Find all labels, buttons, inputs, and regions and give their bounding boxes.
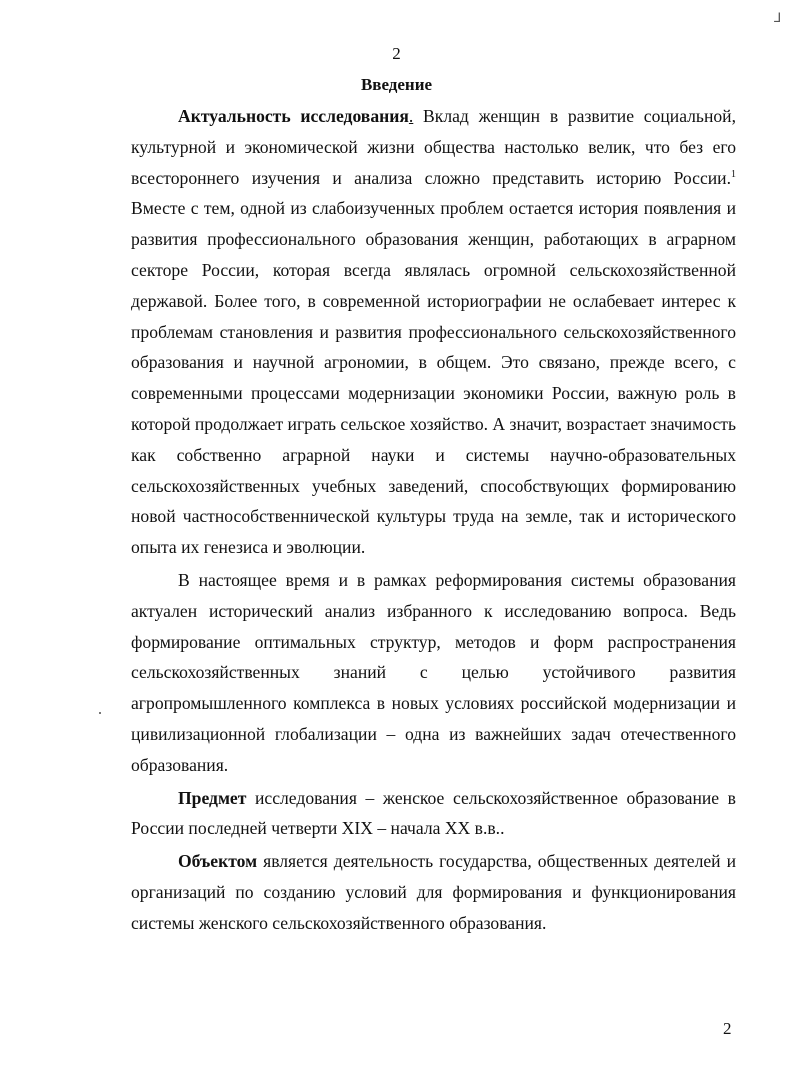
margin-mark: ⅃ xyxy=(774,10,782,25)
subject-text: исследования – женское сельскохозяйственное образование в России последней четверти XIX – начала XX в.в.. xyxy=(131,787,736,839)
subject-label: Предмет xyxy=(178,787,247,808)
object-text: является деятельность государства, общественных деятелей и организаций по созданию условий для формирования и функционирования системы женского сельскохозяйственного образования. xyxy=(131,851,736,933)
relevance-text: Вклад женщин в развитие социальной, культурной и экономической жизни общества настолько велик, что без его всестороннего изучения и анализа сложно представить историю России. xyxy=(131,106,736,188)
relevance-label: Актуальность исследования xyxy=(178,106,409,126)
paragraph-relevance xyxy=(131,101,736,563)
section-heading: Введение xyxy=(360,75,433,94)
paragraph-subject xyxy=(131,783,736,845)
page-number-top: 2 xyxy=(392,44,401,63)
object-label: Объектом xyxy=(178,851,258,872)
scan-speck xyxy=(99,712,101,714)
page-number-bottom: 2 xyxy=(723,1019,732,1038)
relevance-label-punct: . xyxy=(408,106,414,126)
footnote-ref: 1 xyxy=(731,168,736,180)
relevance-text-continued: Вместе с тем, одной из слабоизученных проблем остается история появления и развития профессионального образования женщин, работающих в аграрном секторе России, которая всегда являлась огромной сельскохозяйственной державой. Более того, в современной историографии не ослабевает интерес к проблемам становления и развития профессионального сельскохозяйственного образования и научной агрономии, в общем. Это связано, прежде всего, с современными процессами модернизации экономики России, важную роль в которой продолжает играть сельское хозяйство. А значит, возрастает значимость как собственно аграрной науки и системы научно-образовательных сельскохозяйственных учебных заведений, способствующих формированию новой частнособственнической культуры труда на земле, так и исторического опыта их генезиса и эволюции. xyxy=(131,198,736,558)
paragraph-object xyxy=(131,846,736,938)
body-text xyxy=(131,101,736,939)
paragraph-current: В настоящее время и в рамках реформирования системы образования актуален исторический анализ избранного к исследованию вопроса. Ведь формирование оптимальных структур, методов и форм распространения сельскохозяйственных знаний с целью устойчивого развития агропромышленного комплекса в новых условиях российской модернизации и цивилизационной глобализации – одна из важнейших задач отечественного образования. xyxy=(131,569,736,775)
